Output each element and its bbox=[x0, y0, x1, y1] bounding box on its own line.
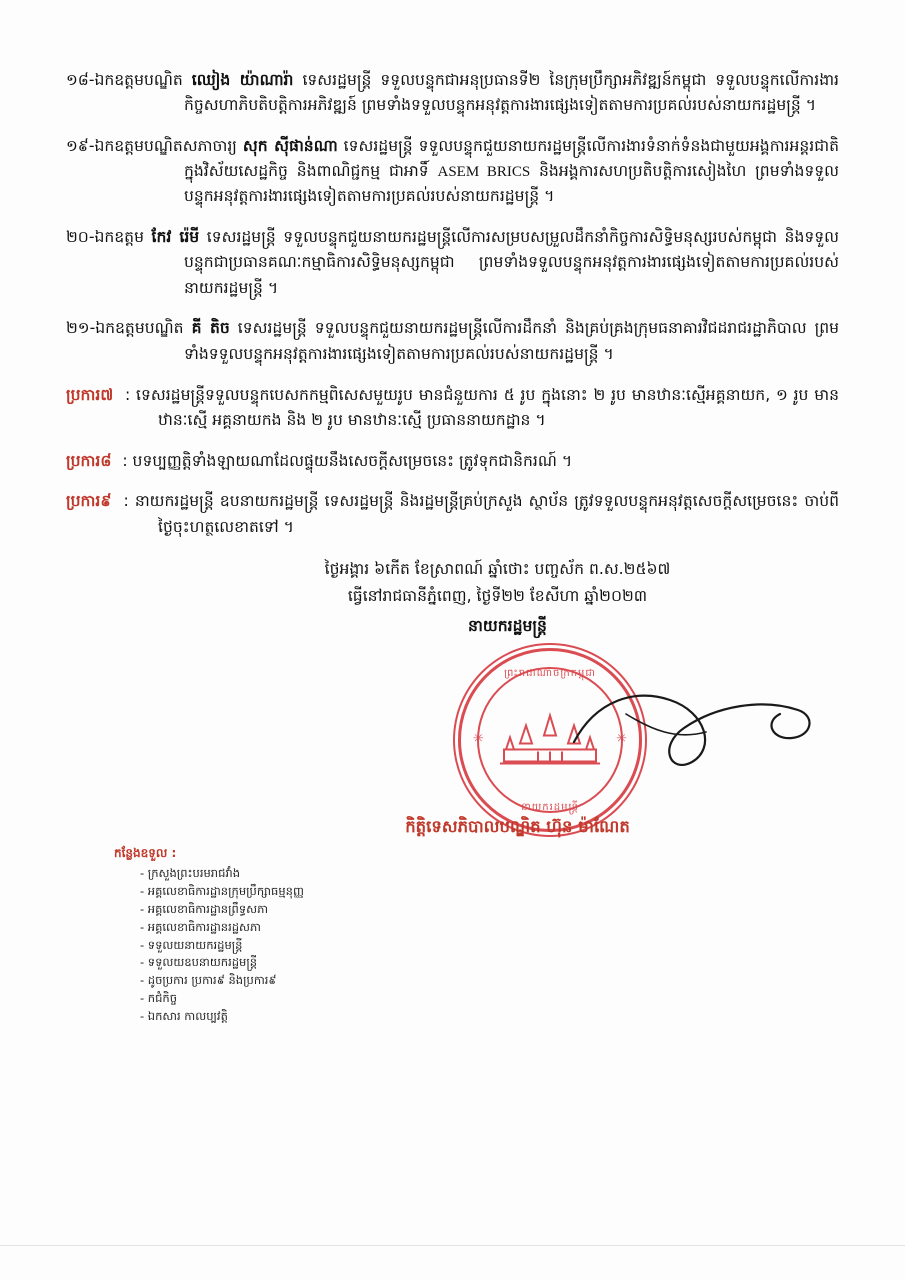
entry-latin-acronyms: ASEM BRICS bbox=[437, 163, 531, 180]
page-bottom-divider bbox=[0, 1245, 905, 1246]
article-text: : នាយករដ្ឋមន្ត្រី ឧបនាយករដ្ឋមន្ត្រី ទេសរដ្ឋមន្ត្រី និងរដ្ឋមន្ត្រីគ្រប់ក្រសួង ស្ថាប័ន ត្រូវទទួលបន្ទុកអនុវត្តសេចក្តីសម្រេចនេះ ចាប់ពីថ្ងៃចុះហត្ថលេខាតទៅ ។ bbox=[117, 492, 839, 536]
list-item: - ដូចប្រការ ប្រការ៩ និងប្រការ៩ bbox=[140, 973, 277, 988]
gregorian-date-line: ធ្វើនៅរាជធានីភ្នំពេញ, ថ្ងៃទី២២ ខែសីហា ឆ្នាំ២០២៣ bbox=[347, 587, 648, 606]
entry-person-name: កែវ រ៉េមី bbox=[151, 228, 200, 247]
entry-text: ទេសរដ្ឋមន្ត្រី ទទួលបន្ទុកជួយនាយករដ្ឋមន្ត្រីលើការងារទំនាក់ទំនងជាមួយអង្គការអន្តរជាតិ ក្នុងវិស័យសេដ្ឋកិច្ច និងពាណិជ្ជកម្ម ជាអាទិ៍ bbox=[184, 136, 839, 180]
list-item: - អគ្គលេខាធិការដ្ឋានរដ្ឋសភា bbox=[140, 919, 261, 934]
distribution-list bbox=[66, 844, 839, 1026]
entry-person-name: ឈៀង យ៉ាណារ៉ា bbox=[191, 70, 294, 89]
member-entry bbox=[66, 225, 839, 301]
entry-text: ទេសរដ្ឋមន្ត្រី ទទួលបន្ទុកជួយនាយករដ្ឋមន្ត្រីលើការសម្របសម្រួលដឹកនាំកិច្ចការសិទ្ធិមនុស្សរបស់កម្ពុជា និងទទួលបន្ទុកជាប្រធានគណៈកម្មាធិការសិទ្ធិមនុស្សកម្ពុជា ព្រមទាំងទទួលបន្ទុកអនុវត្តការងារផ្សេងទៀតតាមការប្រគល់របស់នាយករដ្ឋមន្ត្រី ។ bbox=[184, 228, 840, 297]
article-clause bbox=[66, 449, 839, 474]
khmer-date-line: ថ្ងៃអង្គារ ៦កើត ខែស្រាពណ៍ ឆ្នាំថោះ បញ្ចស័ក ព.ស.២៥៦៧ bbox=[324, 559, 671, 578]
member-entry bbox=[66, 134, 839, 210]
entry-number: ២០- bbox=[66, 228, 95, 247]
article-clause bbox=[66, 383, 839, 434]
list-item: - ទទួលយឧបនាយករដ្ឋមន្ត្រី bbox=[140, 955, 258, 970]
signature-block bbox=[66, 556, 839, 838]
list-item: - អគ្គលេខាធិការដ្ឋានព្រឹទ្ធសភា bbox=[140, 902, 269, 917]
entry-text: ទេសរដ្ឋមន្ត្រី ទទួលបន្ទុកជាអនុប្រធានទី២ នៃក្រុមប្រឹក្សាអភិវឌ្ឍន៍កម្ពុជា ទទួលបន្ទុកលើការងារកិច្ចសហាភិបតិបត្តិការអភិវឌ្ឍន៍ ព្រមទាំងទទួលបន្ទុកអនុវត្តការងារផ្សេងទៀតតាមការប្រគល់របស់នាយករដ្ឋមន្ត្រី ។ bbox=[184, 70, 840, 114]
entry-lead: ឯកឧត្តមបណ្ឌិត bbox=[95, 319, 192, 338]
signer-title: នាយករដ្ឋមន្ត្រី bbox=[468, 616, 547, 635]
entry-lead: ឯកឧត្តមបណ្ឌិតសភាចារ្យ bbox=[94, 136, 243, 155]
entry-person-name: គី តិច bbox=[191, 319, 230, 338]
member-entry bbox=[66, 316, 839, 367]
handwritten-signature bbox=[566, 670, 826, 780]
seal-top-text: ព្រះរាជាណាចក្រកម្ពុជា bbox=[504, 667, 596, 679]
article-label: ប្រការ៩ bbox=[66, 492, 112, 511]
entry-number: ១៩- bbox=[66, 136, 95, 155]
distribution-list-title: កន្លែងឧទួល : bbox=[114, 845, 177, 860]
signer-name: កិត្តិទេសភិបាលបណ្ឌិត ហ៊ុន ម៉ាណែត bbox=[405, 816, 630, 836]
list-item: - ក្រសួងព្រះបរមរាជវាំង bbox=[140, 866, 241, 881]
article-clause bbox=[66, 489, 839, 540]
seal-star-icon: ✳ bbox=[616, 731, 627, 747]
entry-number: ១៨- bbox=[66, 70, 95, 89]
list-item: - ទទួលយនាយករដ្ឋមន្ត្រី bbox=[140, 937, 243, 952]
article-label: ប្រការ៧ bbox=[66, 385, 114, 404]
list-item: - កជំកិច្ច bbox=[140, 991, 178, 1006]
entry-lead: ឯកឧត្តមបណ្ឌិត bbox=[94, 70, 192, 89]
seal-bottom-text: នាយករដ្ឋមន្ត្រី bbox=[521, 802, 579, 814]
entry-text-continued: និងអង្គការសហប្រតិបត្តិការសៀងហៃ ព្រមទាំងទទួលបន្ទុកអនុវត្តការងារផ្សេងទៀតតាមការប្រគល់របស់នាយករដ្ឋមន្ត្រី ។ bbox=[184, 161, 839, 206]
entry-text: ទេសរដ្ឋមន្ត្រី ទទួលបន្ទុកជួយនាយករដ្ឋមន្ត្រីលើការដឹកនាំ និងគ្រប់គ្រងក្រុមធនាគារវិជដរាជរដ្ឋាភិបាល ព្រមទាំងទទួលបន្ទុកអនុវត្តការងារផ្សេងទៀតតាមការប្រគល់របស់នាយករដ្ឋមន្ត្រី ។ bbox=[184, 319, 840, 363]
stamp-and-signature-area bbox=[66, 640, 839, 838]
article-text: : បទប្បញ្ញត្តិទាំងឡាយណាដែលផ្ទុយនឹងសេចក្តីសម្រេចនេះ ត្រូវទុកជានិករណ៍ ។ bbox=[117, 451, 573, 470]
entry-number: ២១- bbox=[66, 319, 96, 338]
entry-lead: ឯកឧត្តម bbox=[94, 228, 152, 247]
seal-star-icon: ✳ bbox=[473, 731, 484, 747]
article-label: ប្រការ៨ bbox=[66, 451, 112, 470]
article-text: : ទេសរដ្ឋមន្ត្រីទទួលបន្ទុកបេសកកម្មពិសេសមួយរូប មានជំនួយការ ៥ រូប ក្នុងនោះ ២ រូប មានឋានៈស្មើអគ្គនាយក, ១ រូប មានឋានៈស្មើ អគ្គនាយកង និង ២ រូប មានឋានៈស្មើ ប្រធាននាយកដ្ឋាន ។ bbox=[119, 385, 839, 429]
list-item: - អគ្គលេខាធិការដ្ឋានក្រុមប្រឹក្សាធម្មនុញ្ញ bbox=[140, 884, 304, 899]
member-entry bbox=[66, 68, 839, 119]
list-item: - ឯកសារ កាលប្បវត្តិ bbox=[140, 1008, 228, 1023]
entry-person-name: សុក ស៊ីផាន់ណា bbox=[242, 136, 338, 155]
